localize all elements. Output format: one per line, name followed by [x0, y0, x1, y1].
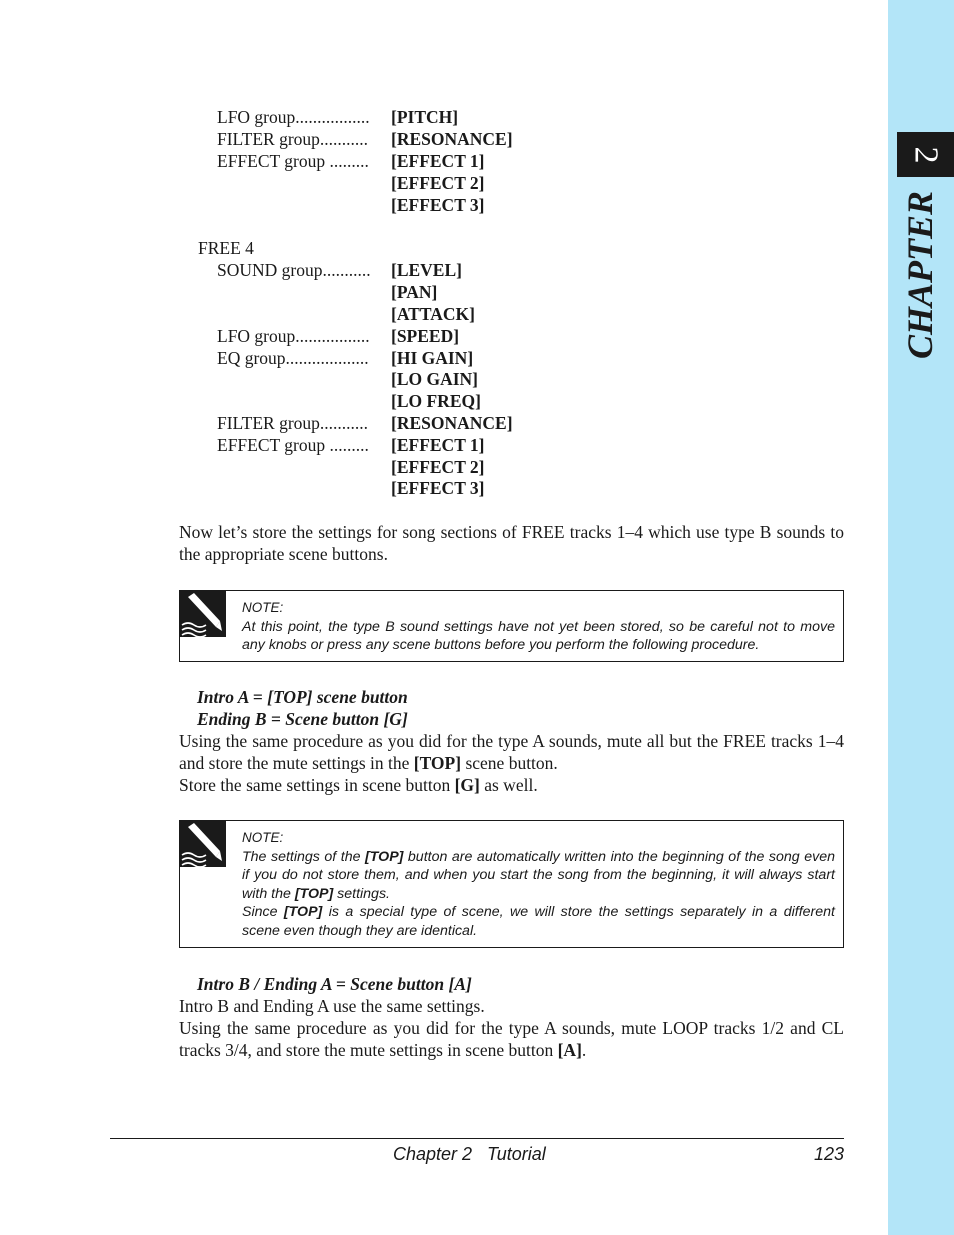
list-value: [EFFECT 3]: [391, 195, 485, 215]
list-value: [EFFECT 3]: [391, 478, 485, 498]
section-heading: Intro A = [TOP] scene button: [197, 687, 408, 707]
intro-paragraph: Now let’s store the settings for song sections of FREE tracks 1–4 which use type B sounds to the appropriate scene buttons.: [179, 522, 844, 564]
list-label: SOUND group...........: [217, 260, 371, 280]
footer-rule: [110, 1138, 844, 1139]
chapter-label: CHAPTER: [900, 190, 940, 359]
list-label: FILTER group...........: [217, 413, 369, 433]
list-value: [LO FREQ]: [391, 391, 481, 411]
list-label: EFFECT group .........: [217, 151, 369, 171]
list-value: [HI GAIN]: [391, 348, 474, 368]
list-value: [EFFECT 2]: [391, 173, 485, 193]
page-number: 123: [813, 1144, 844, 1164]
list-label: EFFECT group .........: [217, 435, 369, 455]
section-paragraph: Using the same procedure as you did for the type A sounds, mute all but the FREE tracks 1–4 and store the mute settings in the [TOP] scene button.: [179, 731, 844, 773]
list-value: [RESONANCE]: [391, 413, 513, 433]
list-label: LFO group.................: [217, 107, 370, 127]
note-text: Since [TOP] is a special type of scene, we will store the settings separately in a different scene even though they are identical.: [242, 904, 835, 939]
chapter-sidebar: [888, 0, 954, 1235]
list-value: [LO GAIN]: [391, 369, 479, 389]
section-paragraph: Store the same settings in scene button [G] as well.: [179, 775, 538, 795]
list-value: [EFFECT 1]: [391, 435, 485, 455]
note-heading: NOTE:: [242, 830, 284, 845]
note-text: At this point, the type B sound settings have not yet been stored, so be careful not to move any knobs or press any scene buttons before you perform the following procedure.: [242, 618, 835, 653]
section-paragraph: Using the same procedure as you did for the type A sounds, mute LOOP tracks 1/2 and CL tracks 3/4, and store the mute settings in scene button [A].: [179, 1018, 844, 1060]
chapter-number-tab: 2: [897, 132, 954, 177]
list-value: [ATTACK]: [391, 304, 475, 324]
list-value: [RESONANCE]: [391, 129, 513, 149]
pencil-note-icon: [180, 821, 226, 867]
list-value: [EFFECT 1]: [391, 151, 485, 171]
note-text: The settings of the [TOP] button are automatically written into the beginning of the song even if you do not store them, and when you start the song from the beginning, it will always start with the [TOP] settings.: [242, 848, 835, 902]
note-body: [242, 599, 835, 655]
list-value: [SPEED]: [391, 326, 460, 346]
section-heading: Intro B / Ending A = Scene button [A]: [197, 974, 472, 994]
list-value: [PITCH]: [391, 107, 459, 127]
list-value: [PAN]: [391, 282, 438, 302]
note-box: [179, 820, 844, 948]
note-heading: NOTE:: [242, 600, 284, 615]
footer-chapter: Chapter 2 Tutorial: [393, 1144, 546, 1164]
note-body: [242, 829, 835, 940]
list-label: LFO group.................: [217, 326, 370, 346]
list-label: EQ group...................: [217, 348, 369, 368]
note-box: [179, 590, 844, 662]
pencil-note-icon: [180, 591, 226, 637]
section-paragraph: Intro B and Ending A use the same settings.: [179, 996, 485, 1016]
section-heading: Ending B = Scene button [G]: [197, 709, 408, 729]
list-label: FILTER group...........: [217, 129, 369, 149]
free4-heading: FREE 4: [198, 238, 254, 258]
list-value: [EFFECT 2]: [391, 457, 485, 477]
list-value: [LEVEL]: [391, 260, 462, 280]
